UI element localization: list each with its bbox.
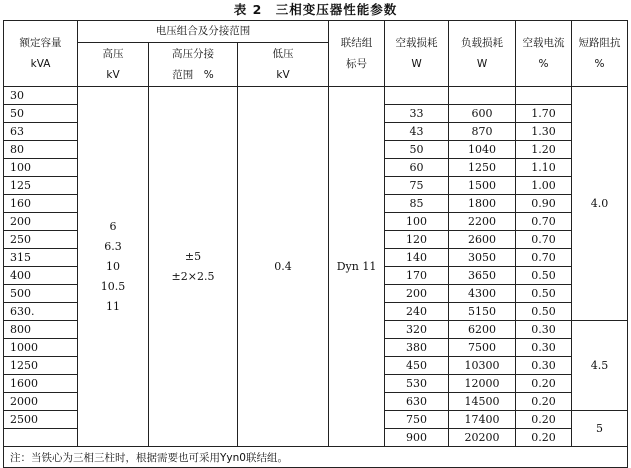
- load-loss-cell: 1250: [449, 159, 516, 177]
- capacity-cell: 100: [4, 159, 78, 177]
- load-loss-cell: 3650: [449, 267, 516, 285]
- table-title: 表 2 三相变压器性能参数: [233, 2, 398, 17]
- load-loss-cell: 12000: [449, 375, 516, 393]
- load-loss-cell: 17400: [449, 411, 516, 429]
- capacity-cell: [4, 429, 78, 447]
- noload-loss-cell: 380: [385, 339, 449, 357]
- load-loss-cell: 1800: [449, 195, 516, 213]
- noload-current-cell: 0.70: [516, 231, 572, 249]
- capacity-cell: 800: [4, 321, 78, 339]
- capacity-cell: 400: [4, 267, 78, 285]
- capacity-cell: 250: [4, 231, 78, 249]
- noload-current-cell: 1.10: [516, 159, 572, 177]
- noload-loss-cell: 120: [385, 231, 449, 249]
- capacity-cell: 500: [4, 285, 78, 303]
- load-loss-cell: 2600: [449, 231, 516, 249]
- noload-loss-cell: 900: [385, 429, 449, 447]
- noload-current-cell: 0.90: [516, 195, 572, 213]
- note-row: [4, 447, 628, 468]
- load-loss-cell: 7500: [449, 339, 516, 357]
- load-loss-cell: 6200: [449, 321, 516, 339]
- transformer-table-wrap: [3, 20, 627, 468]
- header-hv: 高压 kV: [78, 43, 149, 87]
- noload-current-cell: 1.00: [516, 177, 572, 195]
- load-loss-cell: 5150: [449, 303, 516, 321]
- connection-merged-cell: Dyn 11: [329, 87, 385, 447]
- noload-loss-cell: 75: [385, 177, 449, 195]
- noload-current-cell: 0.20: [516, 393, 572, 411]
- capacity-cell: 125: [4, 177, 78, 195]
- noload-current-cell: 0.20: [516, 375, 572, 393]
- noload-loss-cell: 43: [385, 123, 449, 141]
- noload-loss-cell: 200: [385, 285, 449, 303]
- capacity-cell: 80: [4, 141, 78, 159]
- header-connection: 联结组 标号: [329, 21, 385, 87]
- noload-loss-cell: 100: [385, 213, 449, 231]
- capacity-cell: 2500: [4, 411, 78, 429]
- noload-current-cell: 0.50: [516, 285, 572, 303]
- noload-current-cell: 0.70: [516, 213, 572, 231]
- noload-loss-cell: 140: [385, 249, 449, 267]
- noload-loss-cell: 750: [385, 411, 449, 429]
- capacity-cell: 160: [4, 195, 78, 213]
- header-voltage-group: 电压组合及分接范围: [78, 21, 329, 43]
- lv-merged-cell: 0.4: [238, 87, 329, 447]
- impedance-cell-4-0: 4.0: [572, 87, 628, 321]
- capacity-cell: 630.: [4, 303, 78, 321]
- noload-current-cell: [516, 87, 572, 105]
- noload-current-cell: 0.70: [516, 249, 572, 267]
- load-loss-cell: 1500: [449, 177, 516, 195]
- noload-current-cell: 0.20: [516, 429, 572, 447]
- noload-current-cell: 0.30: [516, 321, 572, 339]
- load-loss-cell: 10300: [449, 357, 516, 375]
- header-noload-current: 空载电流 %: [516, 21, 572, 87]
- table-row: [4, 87, 628, 105]
- load-loss-cell: 3050: [449, 249, 516, 267]
- header-capacity: 额定容量 kVA: [4, 21, 78, 87]
- header-impedance: 短路阻抗 %: [572, 21, 628, 87]
- header-lv: 低压 kV: [238, 43, 329, 87]
- noload-current-cell: 0.50: [516, 303, 572, 321]
- capacity-cell: 2000: [4, 393, 78, 411]
- noload-loss-cell: 530: [385, 375, 449, 393]
- noload-loss-cell: 33: [385, 105, 449, 123]
- load-loss-cell: 1040: [449, 141, 516, 159]
- header-load-loss: 负载损耗 W: [449, 21, 516, 87]
- capacity-cell: 50: [4, 105, 78, 123]
- noload-loss-cell: 630: [385, 393, 449, 411]
- noload-loss-cell: 50: [385, 141, 449, 159]
- transformer-parameters-table: [3, 20, 628, 468]
- noload-loss-cell: 240: [385, 303, 449, 321]
- load-loss-cell: 14500: [449, 393, 516, 411]
- capacity-cell: 30: [4, 87, 78, 105]
- noload-current-cell: 1.20: [516, 141, 572, 159]
- load-loss-cell: 4300: [449, 285, 516, 303]
- capacity-cell: 63: [4, 123, 78, 141]
- table-note: 注：当铁心为三相三柱时，根据需要也可采用Yyn0联结组。: [4, 447, 628, 468]
- noload-loss-cell: [385, 87, 449, 105]
- noload-loss-cell: 60: [385, 159, 449, 177]
- noload-current-cell: 1.70: [516, 105, 572, 123]
- noload-current-cell: 0.50: [516, 267, 572, 285]
- load-loss-cell: 20200: [449, 429, 516, 447]
- load-loss-cell: 870: [449, 123, 516, 141]
- load-loss-cell: 2200: [449, 213, 516, 231]
- noload-loss-cell: 85: [385, 195, 449, 213]
- noload-loss-cell: 450: [385, 357, 449, 375]
- capacity-cell: 1250: [4, 357, 78, 375]
- header-noload-loss: 空载损耗 W: [385, 21, 449, 87]
- capacity-cell: 1600: [4, 375, 78, 393]
- noload-loss-cell: 170: [385, 267, 449, 285]
- capacity-cell: 200: [4, 213, 78, 231]
- noload-loss-cell: 320: [385, 321, 449, 339]
- tap-merged-cell: ±5 ±2×2.5: [149, 87, 238, 447]
- noload-current-cell: 1.30: [516, 123, 572, 141]
- load-loss-cell: 600: [449, 105, 516, 123]
- capacity-cell: 315: [4, 249, 78, 267]
- header-tap-range: 高压分接 范围 %: [149, 43, 238, 87]
- capacity-cell: 1000: [4, 339, 78, 357]
- noload-current-cell: 0.20: [516, 411, 572, 429]
- impedance-cell-5: 5: [572, 411, 628, 447]
- noload-current-cell: 0.30: [516, 339, 572, 357]
- hv-merged-cell: 6 6.3 10 10.5 11: [78, 87, 149, 447]
- noload-current-cell: 0.30: [516, 357, 572, 375]
- impedance-cell-4-5: 4.5: [572, 321, 628, 411]
- load-loss-cell: [449, 87, 516, 105]
